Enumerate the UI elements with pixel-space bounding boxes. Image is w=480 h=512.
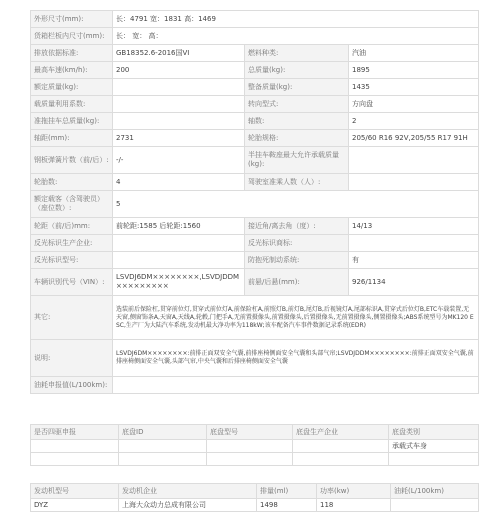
chassis-header-model: 底盘型号 — [207, 425, 293, 440]
overhang-value: 926/1134 — [349, 269, 479, 296]
track-label: 轮距（前/后)mm: — [31, 218, 113, 235]
engine-cell-power: 118 — [317, 499, 391, 512]
trailer-mass-value — [113, 113, 245, 130]
seats-value: 5 — [113, 191, 479, 218]
trailer-util-label: 载质量利用系数: — [31, 96, 113, 113]
other-value: 选装前后保险杠,贯穿前位灯,贯穿式前位灯A,前保险杠A,前照灯B,前灯B,尾灯B,后视镜灯A,尾部标识A,贯穿式后位灯B,ETC车载装置,无天窗,侧窗饰条A,天窗A,天线A,轮毂,门把手A,无前置摄像头,前置摄像头,后置摄像头,无前置摄像头,侧置摄像头;ABS系统型号为MK120 ESC,生产厂为大陆汽车系统,发动机最大净功率为118kW;该车配备汽车事件数据记录系统(EDR) — [113, 296, 479, 340]
reflector-maker-value — [113, 235, 245, 252]
engine-header-model: 发动机型号 — [31, 484, 119, 499]
dimensions-value: 长：4791 宽：1831 高：1469 — [113, 11, 479, 28]
speed-value: 200 — [113, 62, 245, 79]
chassis-header-maker: 底盘生产企业 — [293, 425, 389, 440]
overhang-label: 前悬/后悬(mm): — [245, 269, 349, 296]
vin-value: LSVDJ6DM××××××××,LSVDJDDM××××××××× — [113, 269, 245, 296]
section-gap — [30, 394, 478, 424]
tire-spec-value: 205/60 R16 92V,205/55 R17 91H — [349, 130, 479, 147]
curb-label: 整备质量(kg): — [245, 79, 349, 96]
speed-label: 最高车速(km/h): — [31, 62, 113, 79]
reflector-brand-label: 反光标识商标: — [245, 235, 349, 252]
fuel-label: 燃料种类: — [245, 45, 349, 62]
wheelbase-value: 2731 — [113, 130, 245, 147]
chassis-header-id: 底盘ID — [119, 425, 207, 440]
emission-value: GB18352.6-2016国VI — [113, 45, 245, 62]
leaf-value: -/- — [113, 147, 245, 174]
emission-label: 排放依据标准: — [31, 45, 113, 62]
engine-header-displacement: 排量(ml) — [257, 484, 317, 499]
engine-cell-maker: 上海大众动力总成有限公司 — [119, 499, 257, 512]
chassis-cell-model — [207, 440, 293, 453]
track-value: 前轮距:1585 后轮距:1560 — [113, 218, 245, 235]
vin-label: 车辆识别代号（VIN）: — [31, 269, 113, 296]
wheelbase-label: 轴距(mm): — [31, 130, 113, 147]
saddle-value — [349, 147, 479, 174]
abs-label: 防抱死制动系统: — [245, 252, 349, 269]
trailer-mass-label: 准拖挂车总质量(kg): — [31, 113, 113, 130]
other-label: 其它: — [31, 296, 113, 340]
chassis-cell-id — [119, 440, 207, 453]
chassis-header-type: 底盘类别 — [389, 425, 479, 440]
cab-value — [349, 174, 479, 191]
total-mass-value: 1895 — [349, 62, 479, 79]
rated-load-value — [113, 79, 245, 96]
reflector-brand-value — [349, 235, 479, 252]
steering-label: 转向型式: — [245, 96, 349, 113]
params-table — [30, 10, 479, 394]
fuel-cons-value — [113, 377, 479, 394]
leaf-label: 钢板弹簧片数（前/后）: — [31, 147, 113, 174]
chassis-cell-type: 承载式车身 — [389, 440, 479, 453]
engine-cell-fuel — [391, 499, 479, 512]
tire-spec-label: 轮胎规格: — [245, 130, 349, 147]
vehicle-params-document — [30, 10, 478, 512]
total-mass-label: 总质量(kg): — [245, 62, 349, 79]
chassis-table — [30, 424, 479, 466]
cargo-value: 长： 宽： 高： — [113, 28, 479, 45]
axles-label: 轴数: — [245, 113, 349, 130]
cab-label: 驾驶室准乘人数（人）: — [245, 174, 349, 191]
engine-cell-model: DYZ — [31, 499, 119, 512]
engine-cell-displacement: 1498 — [257, 499, 317, 512]
chassis-cell-4wd — [31, 440, 119, 453]
tires-count-label: 轮胎数: — [31, 174, 113, 191]
angle-value: 14/13 — [349, 218, 479, 235]
reflector-model-label: 反光标识型号: — [31, 252, 113, 269]
seats-label: 额定载客（含驾驶员）（座位数）: — [31, 191, 113, 218]
chassis-header-4wd: 是否四驱申报 — [31, 425, 119, 440]
cargo-label: 货箱栏板内尺寸(mm): — [31, 28, 113, 45]
reflector-maker-label: 反光标识生产企业: — [31, 235, 113, 252]
saddle-label: 半挂车鞍座最大允许承载质量(kg): — [245, 147, 349, 174]
dimensions-label: 外形尺寸(mm): — [31, 11, 113, 28]
trailer-util-value — [113, 96, 245, 113]
fuel-value: 汽油 — [349, 45, 479, 62]
rated-load-label: 额定质量(kg): — [31, 79, 113, 96]
steering-value: 方向盘 — [349, 96, 479, 113]
reflector-model-value — [113, 252, 245, 269]
engine-header-power: 功率(kw) — [317, 484, 391, 499]
axles-value: 2 — [349, 113, 479, 130]
angle-label: 接近角/离去角（度）: — [245, 218, 349, 235]
engine-table — [30, 483, 479, 512]
section-gap — [30, 466, 478, 483]
engine-header-fuel: 油耗(L/100km) — [391, 484, 479, 499]
fuel-cons-label: 油耗申报值(L/100km): — [31, 377, 113, 394]
notes-value: LSVDJ6DM××××××××:前排正面双安全气囊,前排座椅侧面安全气囊和头部气帘;LSVDJDDM××××××××:前排正面双安全气囊,前排座椅侧面安全气囊,头部气帘,中央气囊和后排座椅侧面安全气囊 — [113, 340, 479, 377]
notes-label: 说明: — [31, 340, 113, 377]
curb-value: 1435 — [349, 79, 479, 96]
tires-count-value: 4 — [113, 174, 245, 191]
engine-header-maker: 发动机企业 — [119, 484, 257, 499]
abs-value: 有 — [349, 252, 479, 269]
chassis-cell-maker — [293, 440, 389, 453]
